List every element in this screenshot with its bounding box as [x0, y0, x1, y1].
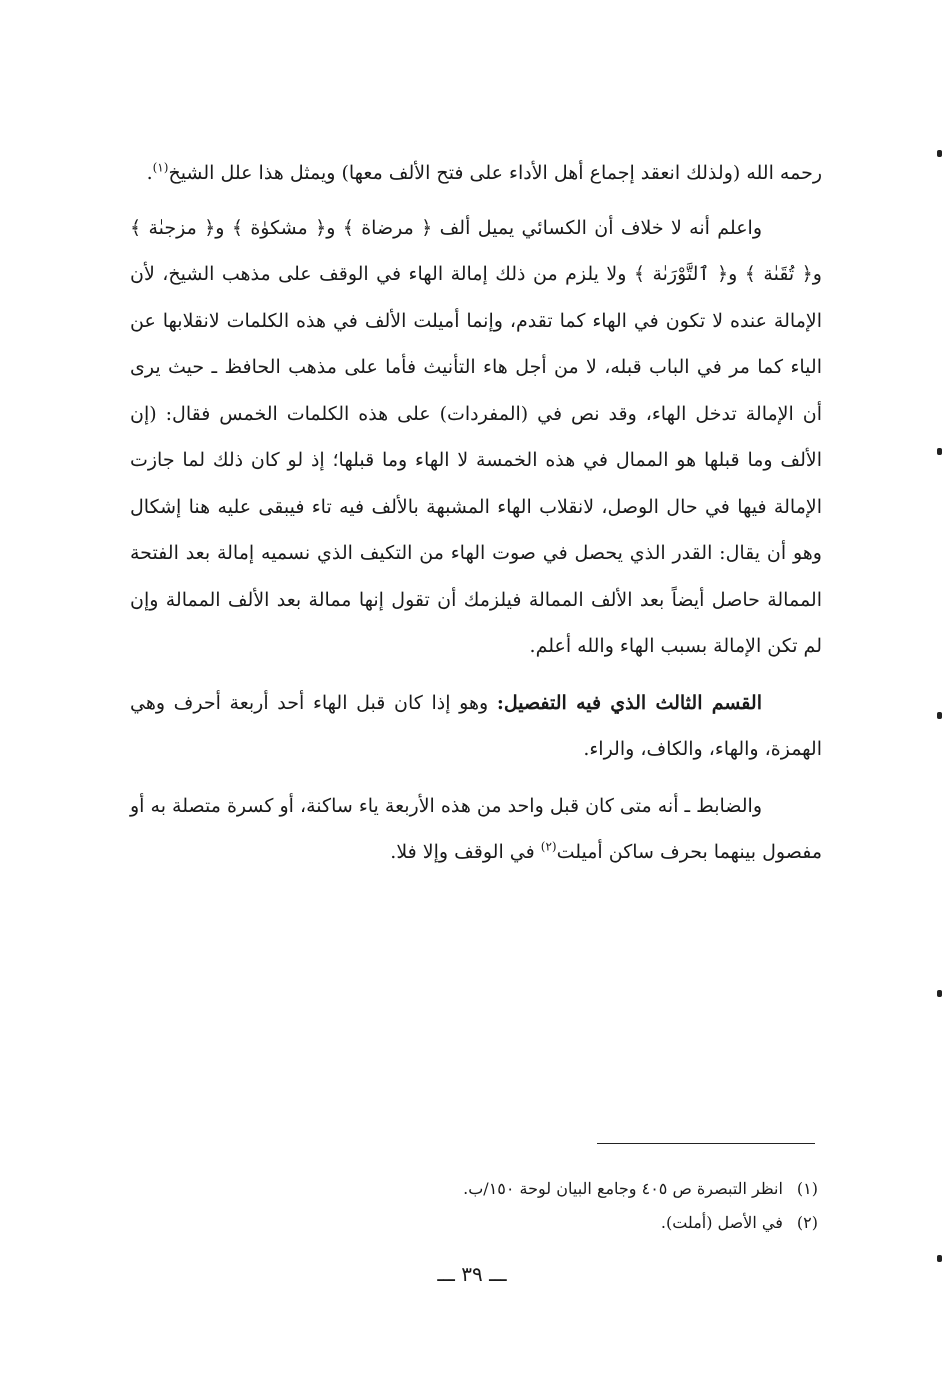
main-text: [130, 150, 822, 876]
edge-mark: [937, 990, 942, 997]
paragraph-4-text-a: والضابط ـ أنه متى كان قبل واحد من هذه الأربعة ياء ساكنة، أو كسرة متصلة به أو مفصول بينهما بحرف ساكن أميلت: [130, 794, 822, 863]
edge-mark: [937, 150, 942, 157]
footnotes: [200, 1172, 818, 1240]
footnote-2-text: في الأصل (أملت).: [660, 1213, 783, 1232]
footnote-ref-2[interactable]: (٢): [540, 839, 557, 854]
page-number: ـــ ٣٩ ـــ: [437, 1262, 507, 1286]
footnote-1: [200, 1172, 818, 1206]
paragraph-1-end: .: [146, 162, 153, 184]
footnote-2: [200, 1206, 818, 1240]
footnote-2-number: (٢): [796, 1213, 818, 1232]
edge-mark: [937, 448, 942, 455]
paragraph-1-text: رحمه الله (ولذلك انعقد إجماع أهل الأداء على فتح الألف معها) ويمثل هذا علل الشيخ: [168, 162, 822, 184]
footnote-ref-1[interactable]: (١): [152, 160, 169, 175]
section-heading: القسم الثالث الذي فيه التفصيل:: [496, 691, 762, 714]
footnote-1-number: (١): [796, 1179, 818, 1198]
paragraph-1: [130, 150, 822, 197]
edge-mark: [937, 1255, 942, 1262]
paragraph-4-text-b: في الوقف وإلا فلا.: [390, 841, 541, 863]
paragraph-3: [130, 680, 822, 773]
paragraph-2: واعلم أنه لا خلاف أن الكسائي يميل ألف ﴿ مرضاة ﴾ و﴿ مشكوٰة ﴾ و﴿ مزجىٰة ﴾ و﴿ تُقَىٰة ﴾ و﴿ ٱلتَّوْرَىٰة ﴾ ولا يلزم من ذلك إمالة الهاء في الوقف على مذهب الشيخ، لأن الإمالة عنده لا تكون في الهاء كما تقدم، وإنما أميلت الألف في هذه الكلمات لانقلابها عن الياء كما مر في الباب قبله، لا من أجل هاء التأنيث فأما على مذهب الحافظ ـ حيث يرى أن الإمالة تدخل الهاء، وقد نص في (المفردات) على هذه الكلمات الخمس فقال: (إن الألف وما قبلها هو الممال في هذه الخمسة لا الهاء وما قبلها؛ إذ لو كان ذلك لما جازت الإمالة فيها في حال الوصل، لانقلاب الهاء المشبهة بالألف فيه تاء فيبقى عليه هنا إشكال وهو أن يقال: القدر الذي يحصل في صوت الهاء من التكيف الذي نسميه إمالة بعد الفتحة الممالة حاصل أيضاً بعد الألف الممالة فيلزمك أن تقول إنها ممالة بعد الألف الممالة وإن لم تكن الإمالة بسبب الهاء والله أعلم.: [130, 216, 822, 657]
paragraph-4: [130, 783, 822, 876]
footnote-divider: [597, 1143, 815, 1144]
paragraph-3-text: وهو إذا كان قبل الهاء أحد أربعة أحرف وهي الهمزة، والهاء، والكاف، والراء.: [130, 691, 822, 760]
footnote-1-text: انظر التبصرة ص ٤٠٥ وجامع البيان لوحة ١٥٠/ب.: [463, 1179, 783, 1198]
edge-mark: [937, 712, 942, 719]
